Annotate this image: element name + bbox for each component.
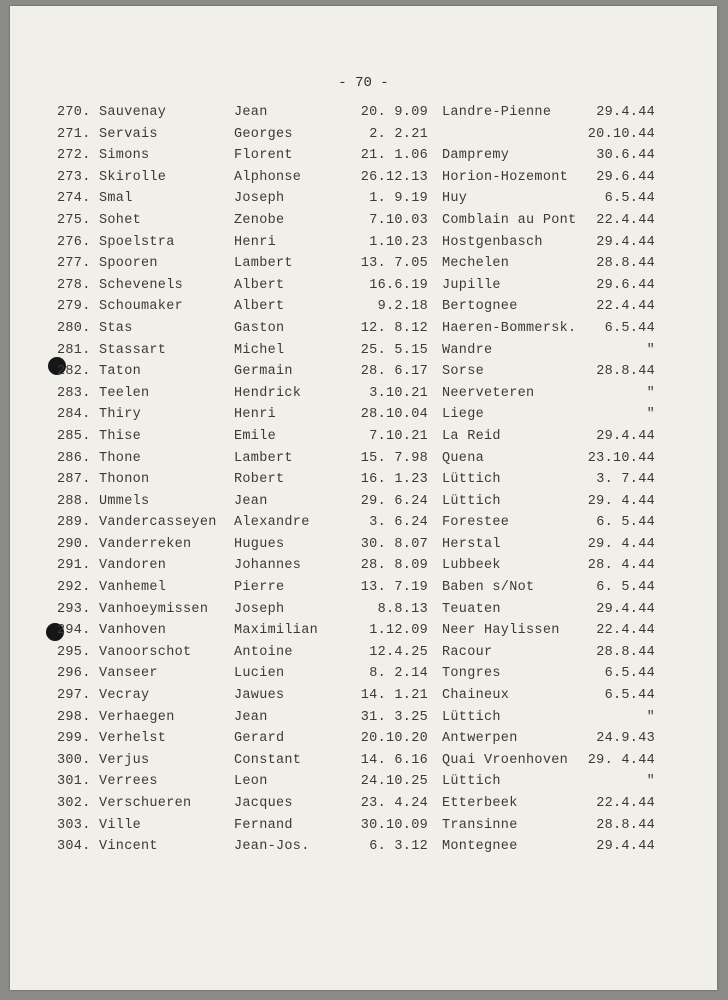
given-name: Florent bbox=[234, 148, 293, 164]
place: Lüttich bbox=[442, 472, 501, 488]
given-name: Albert bbox=[234, 299, 285, 315]
surname: Teelen bbox=[99, 385, 150, 401]
list-item bbox=[10, 599, 717, 621]
list-item bbox=[10, 750, 717, 772]
surname: Vanhoeymissen bbox=[99, 601, 209, 617]
given-name: Joseph bbox=[234, 601, 285, 617]
surname: Simons bbox=[99, 148, 150, 164]
list-item bbox=[10, 469, 717, 491]
list-item bbox=[10, 340, 717, 362]
date: 28.8.44 bbox=[596, 817, 655, 833]
entry-number: 271. bbox=[57, 126, 91, 142]
given-name: Constant bbox=[234, 752, 302, 768]
date: 29.4.44 bbox=[596, 428, 655, 444]
surname: Servais bbox=[99, 126, 158, 142]
given-name: Emile bbox=[234, 428, 277, 444]
entry-number: 282. bbox=[57, 364, 91, 380]
list-item bbox=[10, 210, 717, 232]
place: Racour bbox=[442, 644, 493, 660]
place: Dampremy bbox=[442, 148, 510, 164]
entry-number: 279. bbox=[57, 299, 91, 315]
place: Sorse bbox=[442, 364, 485, 380]
entry-number: 285. bbox=[57, 428, 91, 444]
birth-date: 1.10.23 bbox=[369, 234, 428, 250]
entry-number: 302. bbox=[57, 796, 91, 811]
entry-number: 290. bbox=[57, 536, 91, 552]
list-item bbox=[10, 102, 717, 124]
birth-date: 20.10.20 bbox=[360, 731, 428, 747]
date: 24.9.43 bbox=[596, 731, 655, 747]
entry-number: 272. bbox=[57, 148, 91, 164]
list-item bbox=[10, 620, 717, 642]
list-item bbox=[10, 728, 717, 750]
list-item bbox=[10, 577, 717, 599]
birth-date: 2. 2.21 bbox=[369, 126, 428, 142]
page-number: - 70 - bbox=[338, 75, 389, 91]
surname: Sauvenay bbox=[99, 105, 167, 120]
birth-date: 28.10.04 bbox=[360, 407, 428, 423]
given-name: Jean-Jos. bbox=[234, 839, 310, 855]
list-item bbox=[10, 771, 717, 793]
given-name: Alexandre bbox=[234, 515, 310, 531]
given-name: Lambert bbox=[234, 450, 293, 466]
list-item bbox=[10, 232, 717, 254]
birth-date: 8.8.13 bbox=[377, 601, 428, 617]
entry-number: 284. bbox=[57, 407, 91, 423]
birth-date: 25. 5.15 bbox=[360, 342, 428, 358]
list-item bbox=[10, 642, 717, 664]
birth-date: 3. 6.24 bbox=[369, 515, 428, 531]
date: 29.4.44 bbox=[596, 601, 655, 617]
list-item bbox=[10, 124, 717, 146]
birth-date: 7.10.03 bbox=[369, 212, 428, 228]
given-name: Georges bbox=[234, 126, 293, 142]
place: Quena bbox=[442, 450, 485, 466]
date: 6.5.44 bbox=[604, 688, 655, 704]
surname: Smal bbox=[99, 191, 133, 207]
name-list bbox=[10, 102, 717, 858]
entry-number: 287. bbox=[57, 472, 91, 488]
surname: Schevenels bbox=[99, 277, 184, 293]
surname: Ville bbox=[99, 817, 142, 833]
surname: Vanhoven bbox=[99, 623, 167, 639]
date: 3. 7.44 bbox=[596, 472, 655, 488]
place: Haeren-Bommersk. bbox=[442, 320, 577, 336]
birth-date: 31. 3.25 bbox=[360, 709, 428, 725]
given-name: Germain bbox=[234, 364, 293, 380]
list-item bbox=[10, 404, 717, 426]
place: Antwerpen bbox=[442, 731, 518, 747]
list-item bbox=[10, 663, 717, 685]
date: 22.4.44 bbox=[596, 212, 655, 228]
date: 29. 4.44 bbox=[587, 493, 655, 509]
surname: Stassart bbox=[99, 342, 167, 358]
surname: Vandoren bbox=[99, 558, 167, 574]
place: Tongres bbox=[442, 666, 501, 682]
surname: Verjus bbox=[99, 752, 150, 768]
surname: Vanoorschot bbox=[99, 644, 192, 660]
place: Mechelen bbox=[442, 256, 510, 272]
surname: Skirolle bbox=[99, 169, 167, 185]
list-item bbox=[10, 512, 717, 534]
birth-date: 13. 7.19 bbox=[360, 580, 428, 596]
date: 28.8.44 bbox=[596, 364, 655, 380]
given-name: Jawues bbox=[234, 688, 285, 704]
birth-date: 26.12.13 bbox=[360, 169, 428, 185]
surname: Verrees bbox=[99, 774, 158, 790]
date: 29.6.44 bbox=[596, 277, 655, 293]
entry-number: 293. bbox=[57, 601, 91, 617]
birth-date: 12. 8.12 bbox=[360, 320, 428, 336]
birth-date: 15. 7.98 bbox=[360, 450, 428, 466]
given-name: Lambert bbox=[234, 256, 293, 272]
given-name: Antoine bbox=[234, 644, 293, 660]
date: 6. 5.44 bbox=[596, 515, 655, 531]
given-name: Jean bbox=[234, 105, 268, 120]
birth-date: 6. 3.12 bbox=[369, 839, 428, 855]
place: Neer Haylissen bbox=[442, 623, 560, 639]
date: 28.8.44 bbox=[596, 256, 655, 272]
entry-number: 275. bbox=[57, 212, 91, 228]
list-item bbox=[10, 318, 717, 340]
entry-number: 289. bbox=[57, 515, 91, 531]
surname: Verhelst bbox=[99, 731, 167, 747]
entry-number: 280. bbox=[57, 320, 91, 336]
entry-number: 304. bbox=[57, 839, 91, 855]
place: Montegnee bbox=[442, 839, 518, 855]
birth-date: 29. 6.24 bbox=[360, 493, 428, 509]
surname: Vanseer bbox=[99, 666, 158, 682]
given-name: Gerard bbox=[234, 731, 285, 747]
entry-number: 300. bbox=[57, 752, 91, 768]
date: 29.4.44 bbox=[596, 234, 655, 250]
entry-number: 303. bbox=[57, 817, 91, 833]
birth-date: 1.12.09 bbox=[369, 623, 428, 639]
surname: Verschueren bbox=[99, 796, 192, 811]
birth-date: 28. 6.17 bbox=[360, 364, 428, 380]
birth-date: 16. 1.23 bbox=[360, 472, 428, 488]
list-item bbox=[10, 383, 717, 405]
list-item bbox=[10, 188, 717, 210]
place: Liege bbox=[442, 407, 485, 423]
surname: Vandercasseyen bbox=[99, 515, 217, 531]
list-item bbox=[10, 815, 717, 837]
place: Horion-Hozemont bbox=[442, 169, 569, 185]
date: 23.10.44 bbox=[587, 450, 655, 466]
given-name: Gaston bbox=[234, 320, 285, 336]
birth-date: 30. 8.07 bbox=[360, 536, 428, 552]
date: 6. 5.44 bbox=[596, 580, 655, 596]
list-item bbox=[10, 253, 717, 275]
date: 28. 4.44 bbox=[587, 558, 655, 574]
date: " bbox=[646, 709, 655, 725]
date: 29. 4.44 bbox=[587, 752, 655, 768]
place: Huy bbox=[442, 191, 468, 207]
list-item bbox=[10, 534, 717, 556]
entry-number: 295. bbox=[57, 644, 91, 660]
entry-number: 291. bbox=[57, 558, 91, 574]
birth-date: 13. 7.05 bbox=[360, 256, 428, 272]
date: 6.5.44 bbox=[604, 191, 655, 207]
list-item bbox=[10, 836, 717, 858]
birth-date: 20. 9.09 bbox=[360, 105, 428, 120]
entry-number: 278. bbox=[57, 277, 91, 293]
date: 29.6.44 bbox=[596, 169, 655, 185]
place: Landre-Pienne bbox=[442, 105, 552, 120]
place: Forestee bbox=[442, 515, 510, 531]
birth-date: 12.4.25 bbox=[369, 644, 428, 660]
given-name: Lucien bbox=[234, 666, 285, 682]
entry-number: 276. bbox=[57, 234, 91, 250]
place: Lüttich bbox=[442, 774, 501, 790]
surname: Ummels bbox=[99, 493, 150, 509]
surname: Thonon bbox=[99, 472, 150, 488]
surname: Thiry bbox=[99, 407, 142, 423]
birth-date: 21. 1.06 bbox=[360, 148, 428, 164]
given-name: Robert bbox=[234, 472, 285, 488]
birth-date: 8. 2.14 bbox=[369, 666, 428, 682]
date: 6.5.44 bbox=[604, 320, 655, 336]
birth-date: 28. 8.09 bbox=[360, 558, 428, 574]
list-item bbox=[10, 361, 717, 383]
list-item bbox=[10, 296, 717, 318]
given-name: Henri bbox=[234, 407, 277, 423]
given-name: Fernand bbox=[234, 817, 293, 833]
place: Neerveteren bbox=[442, 385, 535, 401]
birth-date: 9.2.18 bbox=[377, 299, 428, 315]
birth-date: 24.10.25 bbox=[360, 774, 428, 790]
given-name: Joseph bbox=[234, 191, 285, 207]
date: 30.6.44 bbox=[596, 148, 655, 164]
birth-date: 30.10.09 bbox=[360, 817, 428, 833]
list-item bbox=[10, 707, 717, 729]
birth-date: 23. 4.24 bbox=[360, 796, 428, 811]
list-item bbox=[10, 426, 717, 448]
place: Hostgenbasch bbox=[442, 234, 543, 250]
list-item bbox=[10, 491, 717, 513]
entry-number: 296. bbox=[57, 666, 91, 682]
date: " bbox=[646, 342, 655, 358]
date: 29.4.44 bbox=[596, 105, 655, 120]
surname: Sohet bbox=[99, 212, 142, 228]
place: La Reid bbox=[442, 428, 501, 444]
place: Wandre bbox=[442, 342, 493, 358]
given-name: Zenobe bbox=[234, 212, 285, 228]
place: Lubbeek bbox=[442, 558, 501, 574]
birth-date: 3.10.21 bbox=[369, 385, 428, 401]
surname: Spooren bbox=[99, 256, 158, 272]
entry-number: 288. bbox=[57, 493, 91, 509]
given-name: Michel bbox=[234, 342, 285, 358]
entry-number: 283. bbox=[57, 385, 91, 401]
surname: Taton bbox=[99, 364, 142, 380]
date: 6.5.44 bbox=[604, 666, 655, 682]
list-item bbox=[10, 555, 717, 577]
place: Quai Vroenhoven bbox=[442, 752, 569, 768]
place: Chaineux bbox=[442, 688, 510, 704]
date: " bbox=[646, 774, 655, 790]
entry-number: 294. bbox=[57, 623, 91, 639]
surname: Thise bbox=[99, 428, 142, 444]
birth-date: 1. 9.19 bbox=[369, 191, 428, 207]
date: " bbox=[646, 407, 655, 423]
date: 22.4.44 bbox=[596, 299, 655, 315]
given-name: Alphonse bbox=[234, 169, 302, 185]
list-item bbox=[10, 145, 717, 167]
birth-date: 14. 6.16 bbox=[360, 752, 428, 768]
surname: Vecray bbox=[99, 688, 150, 704]
place: Etterbeek bbox=[442, 796, 518, 811]
given-name: Johannes bbox=[234, 558, 302, 574]
given-name: Pierre bbox=[234, 580, 285, 596]
list-item bbox=[10, 685, 717, 707]
given-name: Jacques bbox=[234, 796, 293, 811]
date: 22.4.44 bbox=[596, 623, 655, 639]
date: 20.10.44 bbox=[587, 126, 655, 142]
surname: Vanhemel bbox=[99, 580, 167, 596]
list-item bbox=[10, 448, 717, 470]
given-name: Henri bbox=[234, 234, 277, 250]
document-page bbox=[10, 6, 717, 990]
date: 29.4.44 bbox=[596, 839, 655, 855]
surname: Stas bbox=[99, 320, 133, 336]
given-name: Jean bbox=[234, 493, 268, 509]
entry-number: 281. bbox=[57, 342, 91, 358]
list-item bbox=[10, 275, 717, 297]
place: Lüttich bbox=[442, 709, 501, 725]
entry-number: 299. bbox=[57, 731, 91, 747]
entry-number: 297. bbox=[57, 688, 91, 704]
list-item bbox=[10, 167, 717, 189]
entry-number: 270. bbox=[57, 105, 91, 120]
entry-number: 277. bbox=[57, 256, 91, 272]
place: Herstal bbox=[442, 536, 501, 552]
place: Baben s/Not bbox=[442, 580, 535, 596]
entry-number: 274. bbox=[57, 191, 91, 207]
surname: Vincent bbox=[99, 839, 158, 855]
given-name: Leon bbox=[234, 774, 268, 790]
place: Transinne bbox=[442, 817, 518, 833]
surname: Schoumaker bbox=[99, 299, 184, 315]
place: Teuaten bbox=[442, 601, 501, 617]
entry-number: 273. bbox=[57, 169, 91, 185]
entry-number: 292. bbox=[57, 580, 91, 596]
date: 28.8.44 bbox=[596, 644, 655, 660]
surname: Spoelstra bbox=[99, 234, 175, 250]
date: " bbox=[646, 385, 655, 401]
birth-date: 16.6.19 bbox=[369, 277, 428, 293]
given-name: Maximilian bbox=[234, 623, 319, 639]
given-name: Hendrick bbox=[234, 385, 302, 401]
surname: Verhaegen bbox=[99, 709, 175, 725]
birth-date: 7.10.21 bbox=[369, 428, 428, 444]
given-name: Albert bbox=[234, 277, 285, 293]
date: 22.4.44 bbox=[596, 796, 655, 811]
surname: Vanderreken bbox=[99, 536, 192, 552]
place: Comblain au Pont bbox=[442, 212, 577, 228]
date: 29. 4.44 bbox=[587, 536, 655, 552]
given-name: Jean bbox=[234, 709, 268, 725]
place: Lüttich bbox=[442, 493, 501, 509]
birth-date: 14. 1.21 bbox=[360, 688, 428, 704]
entry-number: 301. bbox=[57, 774, 91, 790]
place: Jupille bbox=[442, 277, 501, 293]
place: Bertognee bbox=[442, 299, 518, 315]
entry-number: 298. bbox=[57, 709, 91, 725]
given-name: Hugues bbox=[234, 536, 285, 552]
entry-number: 286. bbox=[57, 450, 91, 466]
list-item bbox=[10, 793, 717, 815]
surname: Thone bbox=[99, 450, 142, 466]
